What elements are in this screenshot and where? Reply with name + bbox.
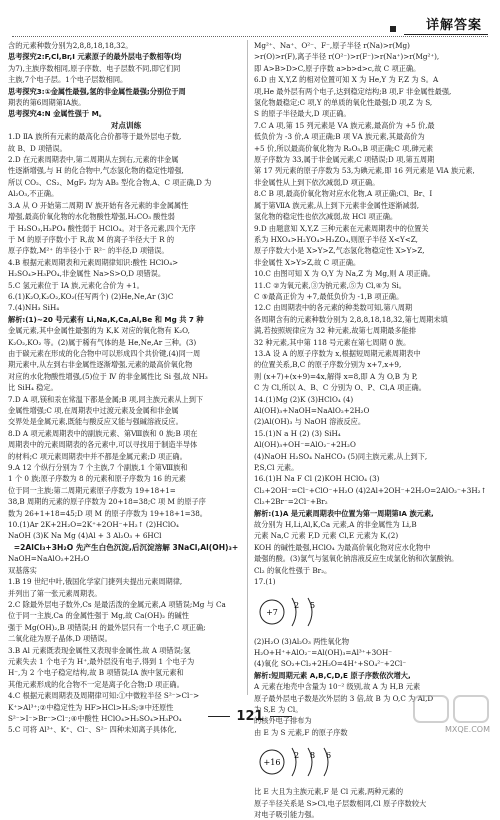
text-line: 13.A 设 A 的原子序数为 x,根据短周期元素周期表中 (254, 348, 421, 358)
text-line: 金属元素,其中金属性最强的为 K,K 对应的氧化物有 K₂O, (8, 326, 190, 336)
text-line: K₂O₂,KO₂ 等。(2)属于稀有气体的是 He,Ne,Ar 三种。(3) (8, 337, 197, 347)
text-line: 其他元素形成的化合物不一定是离子化合物;D 项正确。 (8, 679, 184, 689)
text-line: 所以 CO₂、CS₂、MgF₂ 均为 AB₂ 型化合物,A、C 项正确,D 为 (8, 177, 212, 187)
nucleus-charge: +7 (266, 607, 278, 617)
text-line: 对点训练 (110, 120, 142, 130)
electron-count: 8 (310, 751, 316, 761)
text-line: 最强的酸。(3)氯气与氢氧化钠溶液反应生成氯化钠和次氯酸钠。 (254, 554, 459, 564)
text-line: 第 17 列元素的原子序数为 53,为碘元素,即 16 列元素是 ⅥA 族元素, (254, 166, 475, 176)
text-line: P,S,Cl 元素。 (254, 463, 299, 473)
nucleus-charge: +16 (263, 758, 281, 768)
text-line: 7.C A 项,第 15 列元素是 ⅤA 族元素,最高价为 +5 价,最 (254, 120, 435, 130)
electron-count: 2 (294, 600, 300, 610)
text-line: 15.(1)N a H (2) (3) SiH₄ (254, 428, 341, 438)
text-line: H₂O+H⁺+AlO₂⁻=Al(OH)₃=Al³⁺+3OH⁻ (254, 647, 393, 657)
text-line: 1 个 0 族;原子序数为 8 的元素和原子序数为 16 的元素 (8, 474, 186, 484)
text-line: 属于第ⅦA 族元素,从上到下元素非金属性逐渐减弱, (254, 200, 420, 210)
text-line: 原子最外层电子数是次外层的 3 倍,故 B 为 O,C 为 Al,D (254, 693, 434, 703)
left-column (8, 40, 244, 736)
text-line: 故分别为 H,Li,Al,K,Ca 元素,A 的非金属性为 Li,B (254, 520, 417, 530)
text-line: Mg²⁺、Na⁺、O²⁻、F⁻,原子半径 r(Na)>r(Mg) (254, 41, 410, 50)
text-line: 项,He 最外层有两个电子,达到稳定结构;B 项,F 非金属性最强, (254, 86, 452, 96)
text-line: C 为 Cl,所以 A、B、C 分别为 O、P、Cl,A 项正确。 (254, 383, 426, 393)
text-line: (2)H₂O (3)Al₂O₃ 两性氧化物 (254, 636, 350, 646)
text-line: 17.(1) (254, 577, 276, 587)
text-line: Al₂O₃,不正确。 (8, 189, 59, 199)
text-line: 为7),主族序数相同,原子序数、电子层数不同,即它们同 (8, 63, 181, 73)
text-line: KOH 的碱性最强,HClO₄ 为最高价氧化物对应水化物中 (254, 542, 431, 552)
text-line: 原子序数,M²⁺ 的半径小于 R²⁻ 的半径,D 项错误。 (8, 246, 169, 256)
text-line: 比 SiH₄ 稳定。 (8, 383, 58, 393)
text-line: 8.D A 项元素周期表中的副族元素、第Ⅷ族和 0 族;B 项在 (8, 428, 198, 438)
text-line: 2.D 在元素周期表中,第二周期从左到右,元素的非金属 (8, 155, 179, 165)
text-line: 强于 Mg(OH)₂,B 项错误;H 的最外层只有一个电子,C 项正确; (8, 622, 206, 632)
text-line: 7.(4)NH₃ SiH₄ (8, 303, 60, 313)
text-line: 14.(1)Mg (2)K (3)HClO₄ (4) (254, 394, 354, 404)
text-line: 位于同一主族,Ca 的金属性强于 Mg,故 Ca(OH)₂ 的碱性 (8, 611, 189, 621)
text-line: +5 价,所以最高价氧化物为 R₂O₅,B 项正确;C 项,砷元素 (254, 143, 434, 153)
text-line: 氢化物的稳定性也依次减弱,故 HCl 项正确。 (254, 212, 398, 222)
text-line: Cl₂+2Br⁻=2Cl⁻+Br₂ (254, 497, 328, 507)
text-line: 原子半径关系是 S>Cl,电子层数相同,Cl 原子序数较大 (254, 798, 427, 808)
text-line: NaOH=NaAlO₂+2H₂O (8, 554, 90, 564)
text-line: 11.C ②为氧元素,③为钠元素,⑤为 Cl,④为 Si。 (254, 280, 406, 290)
text-line: 并列出了第一张元素周期表。 (8, 588, 102, 598)
text-line: 原子序数大小是 X>Y>Z,气态氢化物稳定性 X>Y>Z, (254, 246, 425, 256)
text-line: 系为 HXO₄>H₂YO₄>H₃ZO₄,则原子半径 X<Y<Z, (254, 234, 418, 244)
text-line: (4)氧化 SO₂+Cl₂+2H₂O=4H⁺+SO₄²⁻+2Cl⁻ (254, 659, 407, 669)
text-line: 12.C 由周期表中的各元素的种类数可知,第八周期 (254, 303, 413, 313)
text-line: 期表的第6周期第ⅠA族。 (8, 98, 86, 108)
text-line: 原子序数为 33,属于非金属元素,C 项错误;D 项,第五周期 (254, 155, 435, 165)
text-line: 4.C 根据元素周期表及周期律可知:①中微粒半径 S²⁻>Cl⁻> (8, 691, 200, 701)
text-line: 比 E 大且为主族元素,F 是 Cl 元素,两种元素的 (254, 787, 404, 797)
electron-count: 5 (310, 600, 316, 610)
watermark-text: MXQE.COM (444, 725, 490, 734)
text-line: 由 E 为 S 元素,F 的原子序数 (254, 727, 348, 737)
text-line: 为 S,E 为 Cl。 (254, 704, 303, 714)
text-line: 8.C B 项,最高价氧化物对应水化物,A 项正确;Cl、Br、I (254, 189, 433, 199)
text-line: Cl₂+2OH⁻=Cl⁻+ClO⁻+H₂O (4)2Al+2OH⁻+2H₂O=2AlO₂⁻+3H₂↑ (254, 485, 487, 495)
text-line: H⁻,为 2 个电子稳定结构,故 B 项错误;ⅠA 族中氢元素和 (8, 668, 184, 678)
text-line: 思考探究3:①金属性最强,氢的非金属性最强;分别位于周 (8, 86, 186, 96)
electron-count: 2 (294, 751, 300, 761)
text-line: 性逐渐增强,与 H 的化合物中,气态氢化物的稳定性增强, (8, 166, 184, 176)
text-line: S²⁻>I⁻>Br⁻>Cl⁻;④中酸性 HClO₄>H₂SO₄>H₃PO₄ (8, 713, 182, 723)
top-rule (12, 36, 488, 37)
text-line: 低负价为 -3 价,A 项正确;B 项 ⅤA 族元素,其最高价为 (254, 132, 425, 142)
text-line: 5.C 可将 Al³⁺、K⁺、Cl⁻、S²⁻ 四种未知离子具体化, (8, 725, 177, 735)
text-line: 故 B、D 项错误。 (8, 143, 67, 153)
text-line: 二氧化硅为原子晶体,D 项错误。 (8, 634, 112, 644)
header-decoration (390, 26, 396, 32)
text-line: 6.D 由 X,Y,Z 的相对位置可知 X 为 He,Y 为 F,Z 为 S。A (254, 75, 439, 85)
text-line: 2.C 除最外层电子数外,Cs 是最活泼的金属元素,A 项错误;Mg 与 Ca (8, 599, 226, 609)
text-line: 金属性增强;C 项,在周期表中过渡元素及金属和非金属 (8, 406, 179, 415)
atom-structure-diagram (254, 588, 494, 636)
text-line: 1.D ⅡA 族所有元素的最高化合价都等于最外层电子数, (8, 132, 182, 142)
text-line: 解析:(1)A 是元素周期表中位置为第一周期第ⅠA 族元素, (254, 508, 434, 518)
text-line: (2)Al(OH)₃ 与 NaOH 溶液反应。 (254, 417, 366, 427)
text-line: 对应的水化物酸性增强,(5)位于 Ⅳ 的非金属性比 Si 强,故 NH₃ (8, 371, 208, 381)
text-line: 7.D A 项,镁和汞在常温下都是金属;B 项,同主族元素从上到下 (8, 394, 204, 404)
text-line: 元素 Na,C 元素 F,D 元素 Cl,E 元素为 K,(2) (254, 531, 399, 541)
text-line: 则 (x+7)+(x+9)=4x,解得 x=8,即 A 为 O,B 为 P, (254, 371, 418, 381)
text-line: NaOH (3)K Na Mg (4)Al + 3 Al₂O₃ + 6HCl (8, 531, 162, 541)
text-line: A 元素在地壳中含量为 10⁻² 级别,故 A 为 H,B 元素 (254, 682, 421, 692)
text-line: 3.B Al 元素既表现金属性又表现非金属性,故 A 项错误;氢 (8, 645, 191, 655)
text-line: 于 M 的原子序数小于 R,故 M 的离子半径大于 R 的 (8, 234, 175, 244)
text-line: 1.B 19 世纪中叶,俄国化学家门捷列夫提出元素周期律, (8, 577, 183, 587)
text-line: 于 H₂SO₃,H₃PO₄ 酸性弱于 HClO₄。对于各元素,四个无序 (8, 223, 196, 233)
text-line: 5.C 氢元素位于 ⅠA 族,元素化合价为 +1。 (8, 280, 144, 290)
text-line: 的核外电子排布为 (254, 716, 312, 726)
text-line: 双基落实 (8, 565, 37, 575)
text-line: 6.(1)K₂O,K₂O₂,KO₂(任写两个) (2)He,Ne,Ar (3)C (8, 291, 174, 301)
text-line: 9.A 12 个纵行分别为 7 个主族,7 个副族,1 个第Ⅷ族和 (8, 463, 188, 473)
text-line: 位于同一主族;第二周期元素原子序数为 19+18+1= (8, 485, 176, 495)
text-line: 32 种元素,其中第 118 号元素在第七周期 0 族。 (254, 337, 411, 347)
text-line: 非金属性 X>Y>Z,故 C 项正确。 (254, 257, 361, 267)
text-line: 10.(1)Ar 2K+2H₂O=2K⁺+2OH⁻+H₂↑ (2)HClO₄ (8, 520, 179, 530)
text-line: H₂SO₄>H₃PO₄,非金属性 Na>S>O,D 项错误。 (8, 269, 166, 279)
text-line: 3.A 从 O 开始第二周期 Ⅳ 族开始有各元素的非金属属性 (8, 200, 189, 210)
text-line: 元素失去 1 个电子为 H⁺,最外层没有电子,得到 1 个电子为 (8, 656, 195, 666)
text-line: 思考探究4:N 金属性强于 M。 (8, 109, 106, 119)
text-line: C ⑤最高正价为 +7,最低负价为 -1,B 项正确。 (254, 291, 404, 301)
text-line: 9.D 由题意知 X,Y,Z 三种元素在元素周期表中的位置关 (254, 223, 429, 233)
text-line: 思考探究2:F,Cl,Br,I 元素原子的最外层电子数相等(均 (8, 52, 182, 62)
text-line: 非金属性从上到下依次减弱,D 项正确。 (254, 177, 380, 187)
text-line: 4.B 根据元素周期表和元素周期律知识:酸性 HClO₄> (8, 257, 179, 267)
atom-structure-diagram (254, 738, 494, 786)
text-line: 周期表中的元素周期表的各元素中,可以寻找用于制造半导体 (8, 440, 198, 450)
text-line: 解析:(1)~20 号元素有 Li,Na,K,Ca,Al,Be 和 Mg 共 7 种 (8, 314, 204, 324)
text-line: 的材料;C 项元素周期表中并不都是金属元素;D 项正确。 (8, 451, 187, 461)
text-line: Cl₂ 的氧化性强于 Br₂。 (254, 565, 332, 575)
text-line: 各周期含有的元素种数分别为 2,8,8,18,18,32,第七周期未填 (254, 314, 448, 324)
text-line: 主族,7个电子层。1个电子层数相同。 (8, 75, 128, 85)
text-line: Al(OH)₃+NaOH=NaAlO₂+2H₂O (254, 406, 370, 415)
column-divider (247, 40, 248, 695)
text-line: 含的元素种数分别为2,8,8,18,18,32。 (8, 41, 133, 50)
text-line: 数为 26+1+18=45;D 项 M 的原子序数为 19+18+1=38。 (8, 508, 207, 518)
text-line: 期元素中,从左到右非金属性逐渐增强,元素的最高价氧化物 (8, 360, 193, 370)
text-line: 38,B 周期的元素的原子序数为 20+18=38;C 项 M 的原子序 (8, 497, 206, 507)
text-line: 16.(1)H Na F Cl (2)KOH HClO₄ (3) (254, 474, 380, 484)
text-line: 即 A>B>D>C,原子序数 a>b>d>c,故 C 项正确。 (254, 63, 421, 73)
electron-count: 6 (326, 751, 332, 761)
text-line: (4)NaOH H₂SO₄ NaHCO₃ (5)同主族元素,从上到下, (254, 451, 428, 461)
text-line: 交界处是金属元素,既能与酸反应又能与强碱溶液反应。 (8, 417, 183, 427)
text-line: Al(OH)₃+OH⁻=AlO₂⁻+2H₂O (254, 440, 356, 450)
text-line: 的位置关系,B,C 的原子序数分别为 x+7,x+9, (254, 360, 402, 370)
text-line: 解析:短周期元素 A,B,C,D,E 原子序数依次增大, (254, 670, 411, 680)
text-line: =2AlCl₃+3H₂O 先产生白色沉淀,后沉淀溶解 3NaCl,Al(OH)₃+ (13, 542, 239, 552)
text-line: 10.C 由图可知 X 为 O,Y 为 Na,Z 为 Mg,则 A 项正确。 (254, 269, 435, 279)
text-line: 增强,最高价氧化物的水化物酸性增强,H₂CO₃ 酸性弱 (8, 212, 175, 222)
text-line: K⁺>Al³⁺;②中稳定性为 HF>HCl>H₂S;③中还原性 (8, 702, 174, 712)
text-line: S 的原子半径最大,D 项正确。 (254, 109, 351, 119)
text-line: 对电子吸引能力强。 (254, 809, 319, 819)
text-line: 满,若按照规律应为 32 种元素,故第七周期最多能排 (254, 326, 417, 336)
page-number: 121 (0, 709, 500, 724)
text-line: >r(O)>r(F),离子半径 r(O²⁻)>r(F⁻)>r(Na⁺)>r(Mg²⁺), (254, 52, 440, 62)
text-line: 由于碳元素在形成的化合物中可以形成四个共价键,(4)同一周 (8, 348, 201, 358)
header-title: 详解答案 (425, 18, 482, 33)
text-line: 氢化物最稳定;C 项,Y 的单质的氧化性最强;D 项,Z 为 S, (254, 98, 433, 108)
